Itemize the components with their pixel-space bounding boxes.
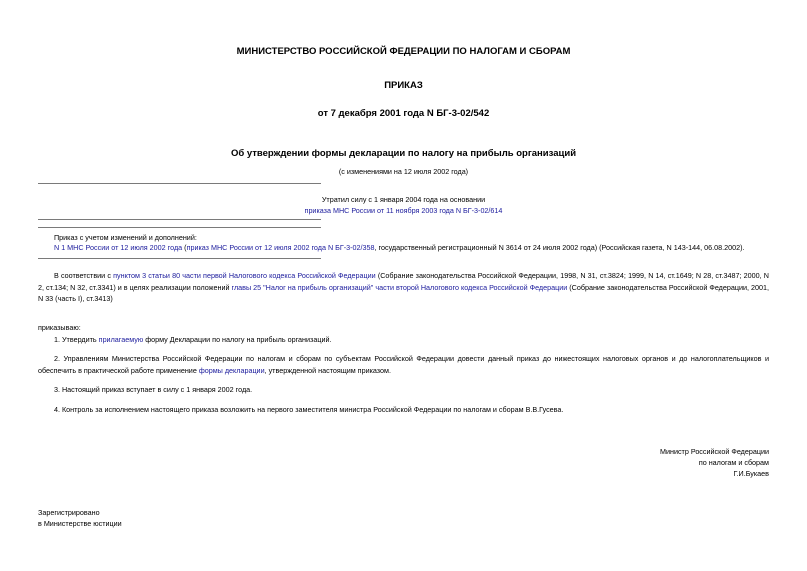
preamble-text: (Собрание законодательства Российской Федерации, 1998, N 31, ст.3824; 1999, N 14, ст.1649; N 28, ст.3487; 2000, N 2, ст.134; N 32, ст.3341) и в целях реализации положений	[38, 271, 769, 292]
amendment-order-link[interactable]: приказ МНС России от 12 июля 2002 года N БГ-3-02/358	[186, 243, 375, 252]
divider	[38, 227, 321, 228]
order-item-1	[38, 334, 769, 346]
order-item-4: 4. Контроль за исполнением настоящего приказа возложить на первого заместителя министра Российской Федерации по налогам и сборам В.В.Гусева.	[54, 405, 564, 414]
amendments-line	[54, 242, 769, 253]
preamble-paragraph	[38, 270, 769, 305]
signature-title: Министр Российской Федерации	[659, 447, 769, 456]
preamble-text: В соответствии с	[54, 271, 114, 280]
order-intro: приказываю:	[38, 323, 81, 332]
item-text: , утвержденной настоящим приказом.	[264, 365, 391, 375]
amendment-link[interactable]: N 1 МНС России от 12 июля 2002 года	[54, 243, 183, 252]
amendment-text: (	[182, 243, 187, 252]
item-text: 2. Управлениям Министерства Российской Федерации по налогам и сборам по субъектам Российской Федерации довести данный приказ до нижестоящих налоговых органов и до налогоплательщиков и обеспечить в практической работе применение	[38, 354, 769, 375]
item-text: 1. Утвердить	[54, 335, 99, 344]
attached-form-link[interactable]: прилагаемую	[98, 335, 144, 344]
tax-code-article-link[interactable]: пунктом 3 статьи 80 части первой Налогового кодекса Российской Федерации	[113, 271, 376, 280]
order-item-2	[38, 353, 769, 376]
document-date-number: от 7 декабря 2001 года N БГ-3-02/542	[317, 108, 490, 119]
document-title: Об утверждении формы декларации по налогу на прибыль организаций	[230, 148, 577, 159]
changes-note: (с изменениями на 12 июля 2002 года)	[338, 167, 469, 176]
divider	[38, 219, 321, 220]
item-text: форму Декларации по налогу на прибыль организаций.	[143, 335, 332, 344]
registration-block	[38, 507, 122, 529]
status-line: Утратил силу с 1 января 2004 года на основании	[321, 195, 486, 204]
signature-name: Г.И.Букаев	[733, 469, 769, 478]
amendments-label: Приказ с учетом изменений и дополнений:	[54, 233, 197, 242]
divider	[38, 183, 321, 184]
divider	[38, 258, 321, 259]
registration-line: Зарегистрировано	[38, 508, 100, 517]
signature-subtitle: по налогам и сборам	[698, 458, 769, 467]
document-type: ПРИКАЗ	[384, 80, 423, 91]
registration-line: в Министерстве юстиции	[38, 519, 122, 528]
preamble-text: (Собрание законодательства Российской Федерации, 2001, N 33 (часть I), ст.3413)	[38, 282, 769, 303]
status-link[interactable]: приказа МНС России от 11 ноября 2003 года N БГ-3-02/614	[304, 206, 503, 215]
ministry-name: МИНИСТЕРСТВО РОССИЙСКОЙ ФЕДЕРАЦИИ ПО НАЛОГАМ И СБОРАМ	[236, 46, 571, 57]
amendment-text: , государственный регистрационный N 3614 от 24 июля 2002 года) (Российская газета, N 143-144, 06.08.2002).	[374, 243, 745, 252]
declaration-form-link[interactable]: формы декларации	[198, 365, 265, 375]
order-item-3: 3. Настоящий приказ вступает в силу с 1 января 2002 года.	[54, 385, 253, 394]
tax-code-chapter-link[interactable]: главы 25 "Налог на прибыль организаций" части второй Налогового кодекса Российской Федерации	[231, 282, 568, 292]
signature-block	[660, 446, 769, 479]
